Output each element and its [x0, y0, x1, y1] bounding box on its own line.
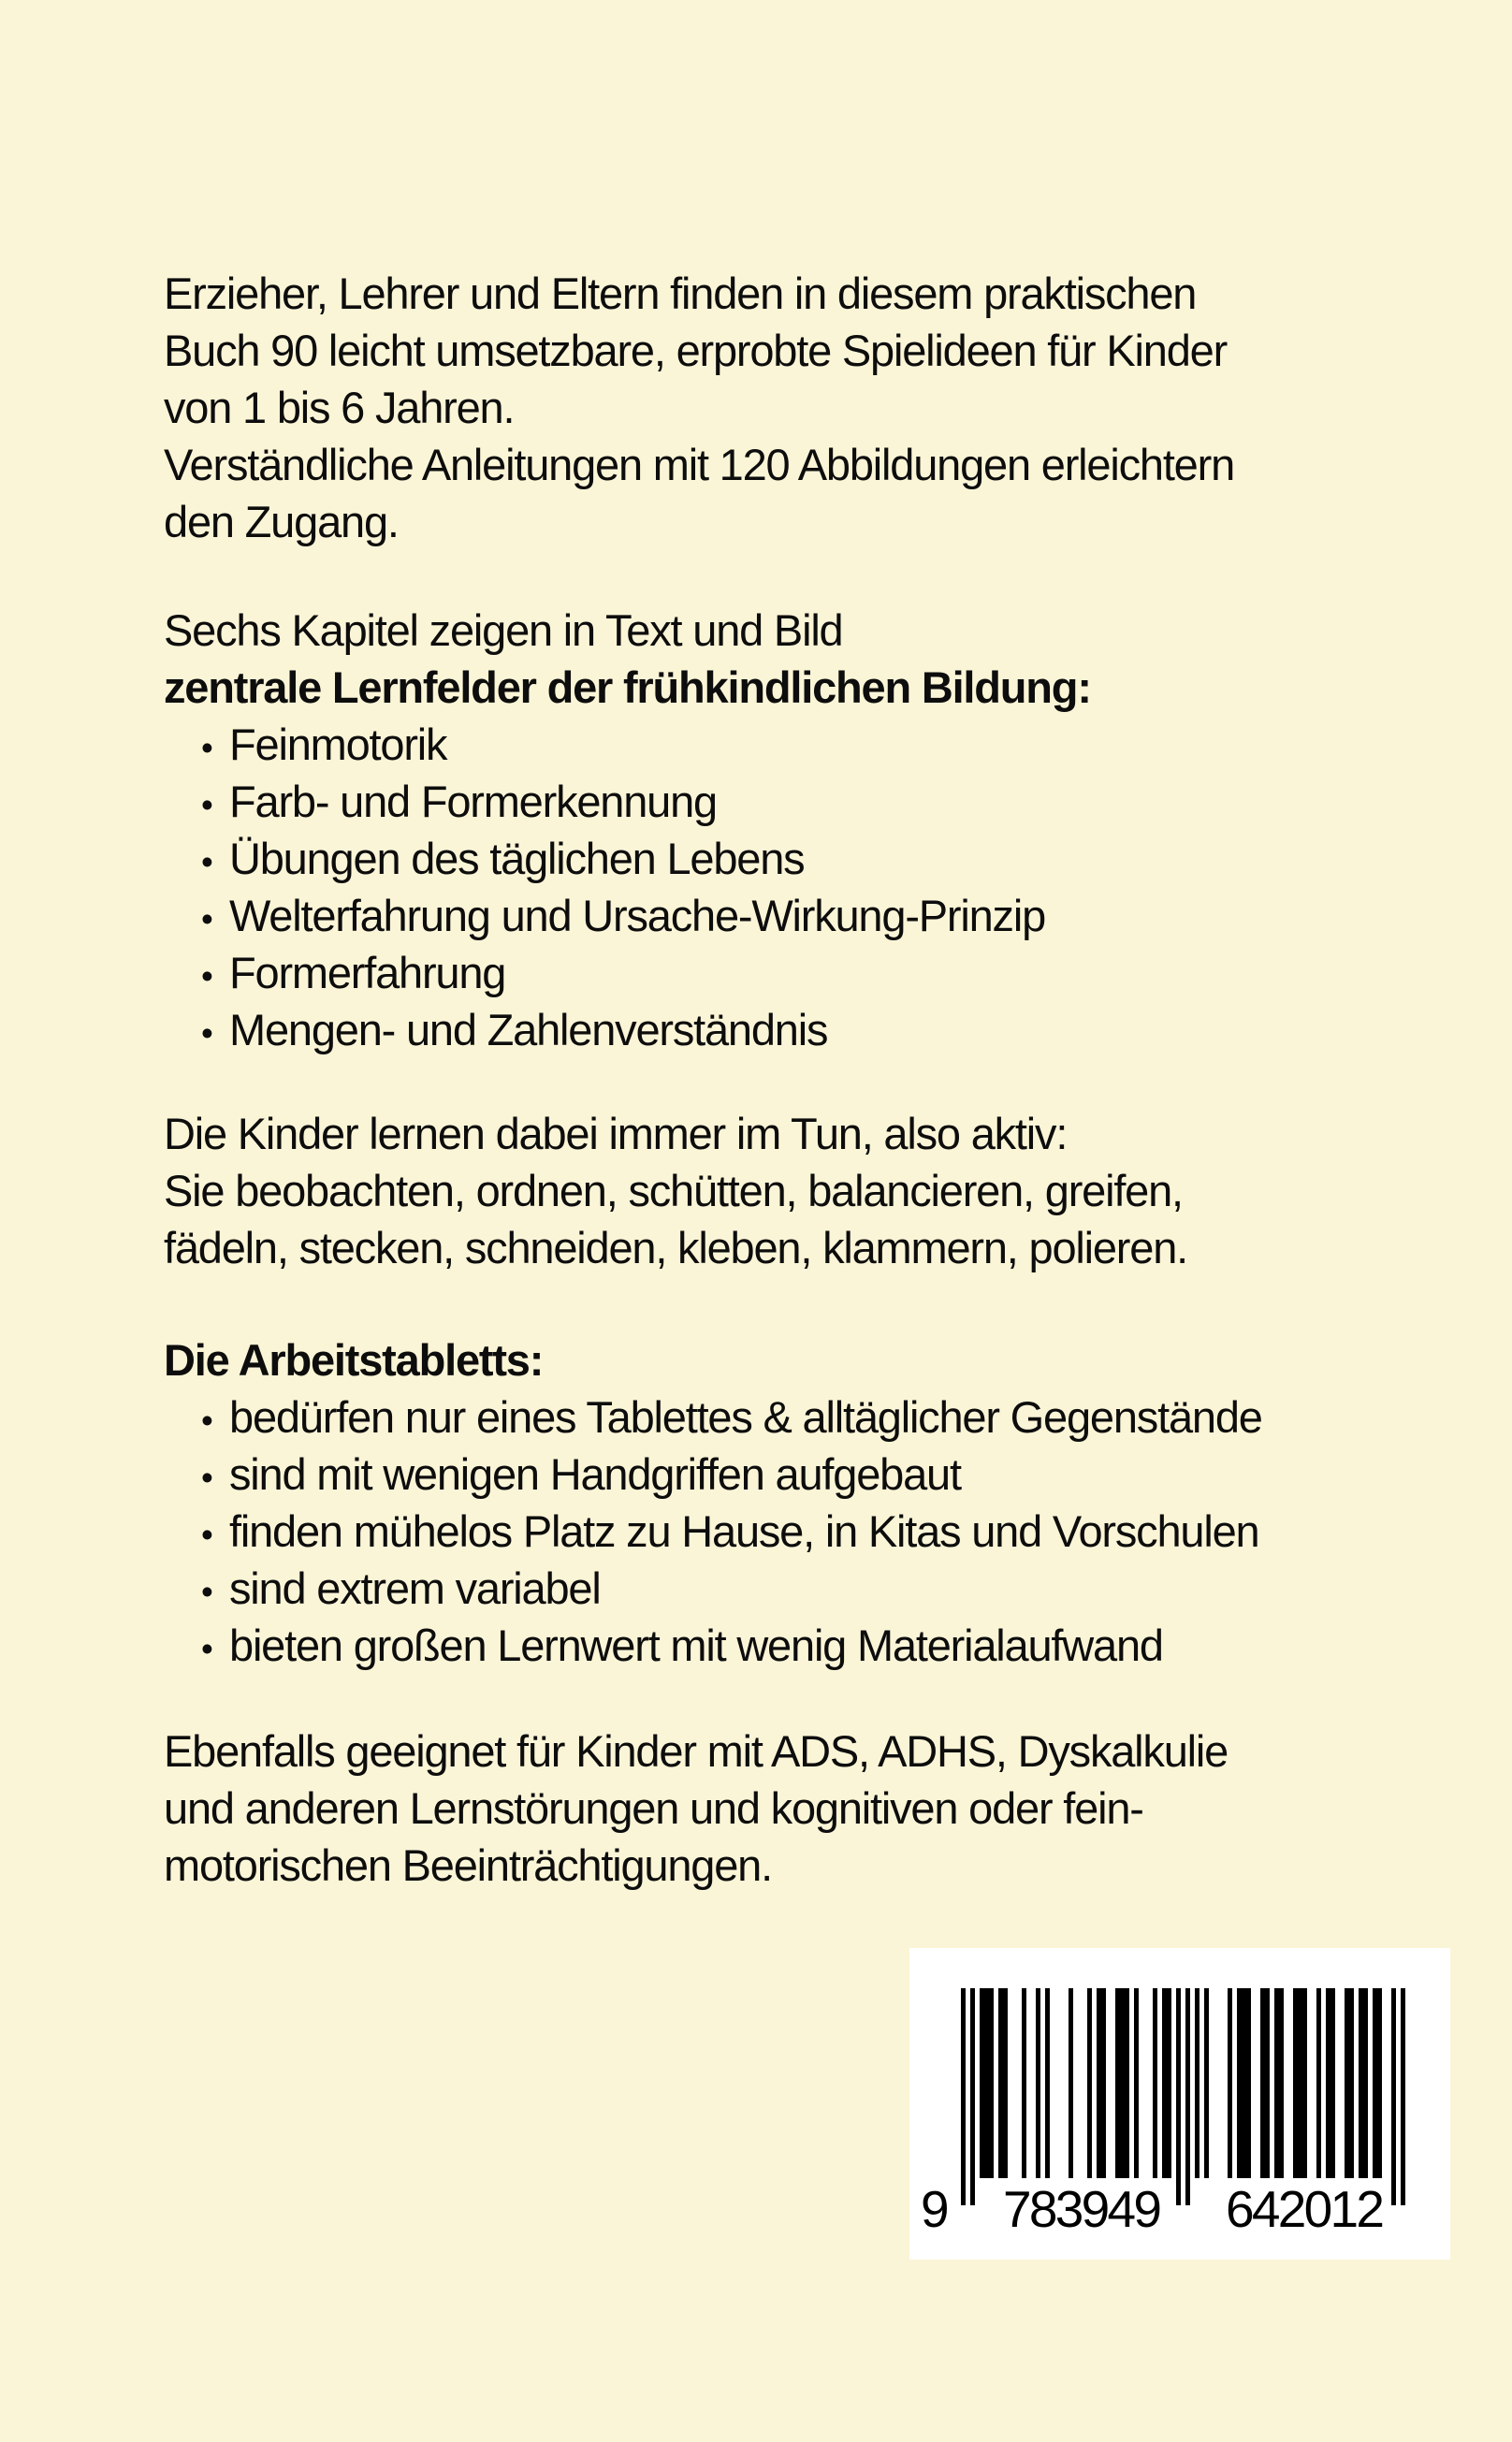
- list-item: [164, 716, 1091, 773]
- bullet-icon: [201, 1560, 212, 1621]
- chapters-bullet-list: [164, 716, 1091, 1058]
- list-item: [164, 887, 1091, 944]
- text-line: Buch 90 leicht umsetzbare, erprobte Spielideen für Kinder: [164, 326, 1228, 375]
- bullet-icon: [201, 887, 212, 948]
- list-item-label: Formerfahrung: [229, 948, 506, 997]
- barcode-svg: [909, 1948, 1450, 2260]
- activity-paragraph: [164, 1105, 1187, 1276]
- list-item-label: Mengen- und Zahlenverständnis: [229, 1005, 828, 1054]
- list-item-label: sind extrem variabel: [229, 1563, 601, 1613]
- bullet-icon: [201, 1446, 212, 1506]
- isbn-barcode: [909, 1948, 1450, 2260]
- bullet-icon: [201, 716, 212, 777]
- bullet-icon: [201, 1617, 212, 1678]
- list-item: [164, 830, 1091, 887]
- bullet-icon: [201, 1001, 212, 1062]
- chapters-section: [164, 602, 1091, 1058]
- list-item-label: Übungen des täglichen Lebens: [229, 834, 805, 883]
- list-item: [164, 1388, 1262, 1446]
- barcode-digits-left: 783949: [1003, 2180, 1162, 2238]
- list-item-label: Feinmotorik: [229, 720, 447, 769]
- list-item-label: Welterfahrung und Ursache-Wirkung-Prinzip: [229, 891, 1046, 940]
- text-line: von 1 bis 6 Jahren.: [164, 383, 515, 432]
- text-line: Verständliche Anleitungen mit 120 Abbildungen erleichtern: [164, 440, 1235, 489]
- barcode-bars: [961, 1988, 1405, 2205]
- list-item: [164, 1001, 1091, 1058]
- tabletts-section: [164, 1331, 1262, 1674]
- intro-paragraph: [164, 265, 1234, 550]
- text-line: motorischen Beeinträchtigungen.: [164, 1840, 772, 1890]
- list-item: [164, 1560, 1262, 1617]
- bullet-icon: [201, 1503, 212, 1563]
- bullet-icon: [201, 1388, 212, 1449]
- list-item-label: bedürfen nur eines Tablettes & alltäglicher Gegenstände: [229, 1392, 1262, 1442]
- bullet-icon: [201, 944, 212, 1005]
- list-item-label: Farb- und Formerkennung: [229, 777, 718, 826]
- list-item-label: finden mühelos Platz zu Hause, in Kitas und Vorschulen: [229, 1506, 1259, 1556]
- list-item: [164, 1503, 1262, 1560]
- text-line: Ebenfalls geeignet für Kinder mit ADS, ADHS, Dyskalkulie: [164, 1726, 1228, 1776]
- text-line: Erzieher, Lehrer und Eltern finden in diesem praktischen: [164, 269, 1197, 318]
- bullet-icon: [201, 830, 212, 891]
- barcode-digit-leading: 9: [921, 2180, 950, 2238]
- list-item-label: sind mit wenigen Handgriffen aufgebaut: [229, 1449, 961, 1499]
- list-item: [164, 773, 1091, 830]
- text-line: fädeln, stecken, schneiden, kleben, klammern, polieren.: [164, 1223, 1187, 1272]
- list-item-label: bieten großen Lernwert mit wenig Materialaufwand: [229, 1621, 1163, 1670]
- section-heading: zentrale Lernfelder der frühkindlichen Bildung:: [164, 662, 1091, 712]
- list-item: [164, 1446, 1262, 1503]
- text-line: Sechs Kapitel zeigen in Text und Bild: [164, 605, 843, 655]
- bullet-icon: [201, 773, 212, 834]
- text-line: Sie beobachten, ordnen, schütten, balancieren, greifen,: [164, 1166, 1183, 1215]
- suitability-paragraph: [164, 1722, 1228, 1894]
- barcode-digits-right: 642012: [1226, 2180, 1385, 2238]
- text-line: und anderen Lernstörungen und kognitiven oder fein-: [164, 1783, 1143, 1833]
- text-line: den Zugang.: [164, 497, 399, 546]
- list-item: [164, 1617, 1262, 1674]
- tabletts-bullet-list: [164, 1388, 1262, 1674]
- section-heading: Die Arbeitstabletts:: [164, 1335, 544, 1385]
- list-item: [164, 944, 1091, 1001]
- text-line: Die Kinder lernen dabei immer im Tun, also aktiv:: [164, 1109, 1068, 1158]
